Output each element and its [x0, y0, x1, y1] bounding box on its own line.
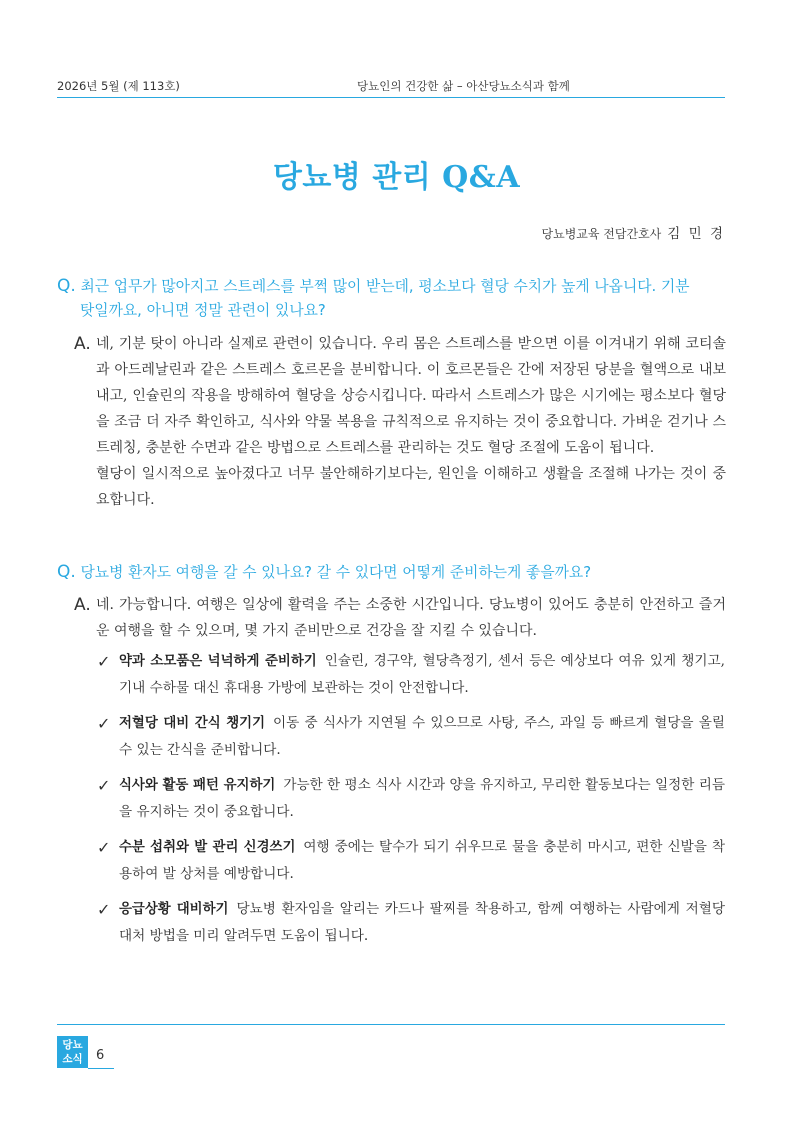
- check-icon: ✓: [97, 776, 111, 795]
- page-title: 당뇨병 관리 Q&A: [272, 160, 521, 195]
- answer-2: [74, 592, 726, 644]
- author-role: 당뇨병교육 전담간호사: [541, 227, 662, 241]
- tip-heading: 약과 소모품은 넉넉하게 준비하기: [119, 654, 317, 669]
- tip-text: 여행 중에는 탈수가 되기 쉬우므로 물을 충분히 마시고, 편한 신발을 착용하여 발 상처를 예방합니다.: [119, 839, 725, 882]
- answer-label: A.: [74, 595, 91, 615]
- answer-label: A.: [74, 334, 91, 354]
- answer-paragraph: 혈당이 일시적으로 높아졌다고 너무 불안해하기보다는, 원인을 이해하고 생활을 조절해 나가는 것이 중요합니다.: [96, 466, 726, 508]
- answer-paragraph: 네, 기분 탓이 아니라 실제로 관련이 있습니다. 우리 몸은 스트레스를 받으면 이를 이겨내기 위해 코티솔과 아드레날린과 같은 스트레스 호르몬을 분비합니다. 이 호르몬들은 간에 저장된 당분을 혈액으로 내보내고, 인슐린의 작용을 방해하여 혈당을 상승시킵니다. 따라서 스트레스가 많은 시기에는 평소보다 혈당을 조금 더 자주 확인하고, 식사와 약물 복용을 규칙적으로 유지하는 것이 중요합니다. 가벼운 걷기나 스트레칭, 충분한 수면과 같은 방법으로 스트레스를 관리하는 것도 혈당 조절에 도움이 됩니다.: [96, 336, 726, 456]
- question-text-line-2: 탓일까요, 아니면 정말 관련이 있나요?: [80, 302, 326, 319]
- page-header: [57, 78, 725, 96]
- question-label: Q.: [57, 276, 76, 296]
- tip-heading: 수분 섭취와 발 관리 신경쓰기: [119, 840, 296, 855]
- question-2: [57, 560, 717, 585]
- tip-item: [97, 772, 725, 825]
- footer-divider: [57, 1024, 725, 1025]
- tip-text: 이동 중 식사가 지연될 수 있으므로 사탕, 주스, 과일 등 빠르게 혈당을 올릴 수 있는 간식을 준비합니다.: [119, 715, 725, 758]
- check-icon: ✓: [97, 900, 111, 919]
- answer-paragraph: 네. 가능합니다. 여행은 일상에 활력을 주는 소중한 시간입니다. 당뇨병이 있어도 충분히 안전하고 즐거운 여행을 할 수 있으며, 몇 가지 준비만으로 건강을 잘 지킬 수 있습니다.: [96, 597, 726, 639]
- question-text-line-1: 최근 업무가 많아지고 스트레스를 부쩍 많이 받는데, 평소보다 혈당 수치가 높게 나옵니다. 기분: [80, 278, 690, 295]
- check-icon: ✓: [97, 652, 111, 671]
- tip-item: [97, 710, 725, 763]
- answer-1: [74, 331, 726, 513]
- header-divider: [57, 97, 725, 98]
- badge-line: 소식: [62, 1053, 83, 1065]
- question-text-line-1: 당뇨병 환자도 여행을 갈 수 있나요? 갈 수 있다면 어떻게 준비하는게 좋을까요?: [80, 564, 592, 581]
- issue-label: 2026년 5월 (제 113호): [57, 79, 180, 93]
- badge-line: 당뇨: [62, 1039, 83, 1051]
- tip-heading: 식사와 활동 패턴 유지하기: [119, 778, 276, 793]
- tip-heading: 응급상황 대비하기: [119, 902, 229, 917]
- tip-text: 인슐린, 경구약, 혈당측정기, 센서 등은 예상보다 여유 있게 챙기고, 기내 수하물 대신 휴대용 가방에 보관하는 것이 안전합니다.: [119, 653, 725, 696]
- tip-item: [97, 834, 725, 887]
- check-icon: ✓: [97, 714, 111, 733]
- tip-heading: 저혈당 대비 간식 챙기기: [119, 716, 266, 731]
- tip-text: 당뇨병 환자임을 알리는 카드나 팔찌를 착용하고, 함께 여행하는 사람에게 저혈당 대처 방법을 미리 알려두면 도움이 됩니다.: [119, 901, 725, 944]
- page-number: 6: [96, 1048, 105, 1063]
- page-number-underline: [88, 1068, 114, 1069]
- question-1: [57, 274, 717, 323]
- tip-text: 가능한 한 평소 식사 시간과 양을 유지하고, 무리한 활동보다는 일정한 리듬을 유지하는 것이 중요합니다.: [119, 777, 725, 820]
- tip-item: [97, 648, 725, 701]
- newsletter-badge: [57, 1036, 88, 1068]
- check-icon: ✓: [97, 838, 111, 857]
- author-name: 김 민 경: [667, 226, 725, 242]
- series-title: 당뇨인의 건강한 삶 – 아산당뇨소식과 함께: [357, 79, 570, 93]
- tip-item: [97, 896, 725, 949]
- byline: [542, 222, 725, 242]
- question-label: Q.: [57, 562, 76, 582]
